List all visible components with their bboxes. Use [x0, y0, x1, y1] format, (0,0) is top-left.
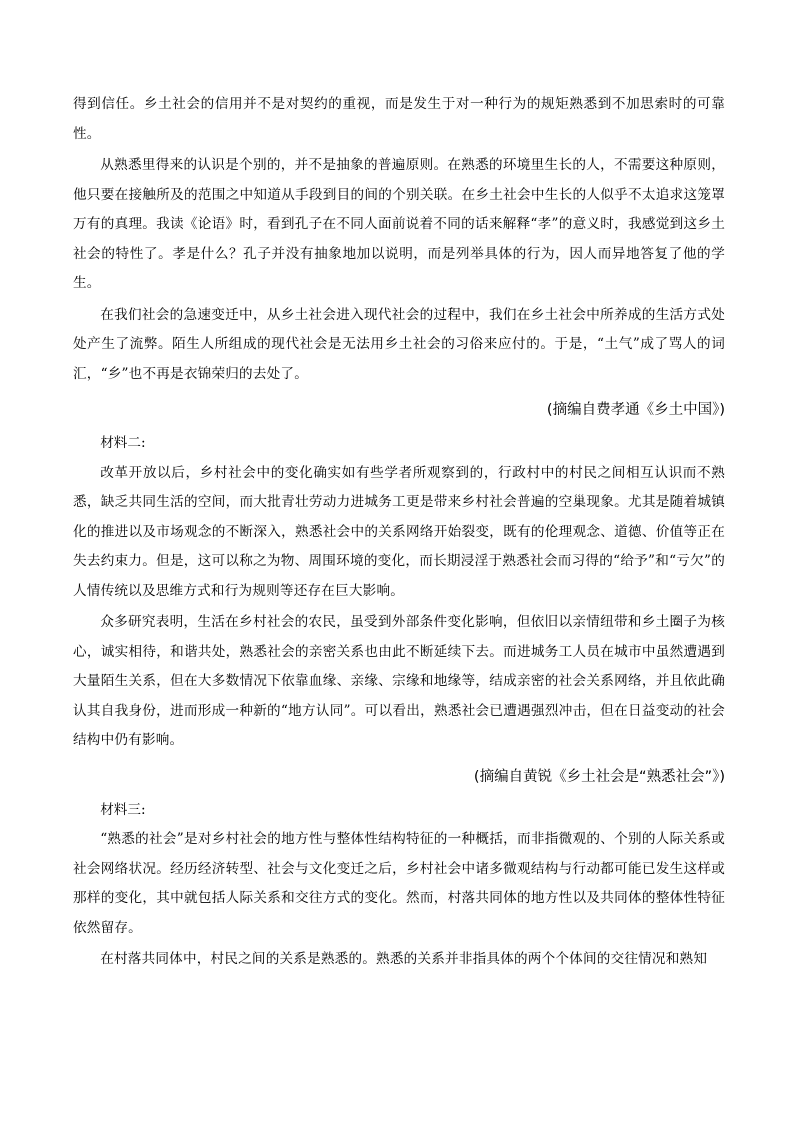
document-page [73, 90, 725, 975]
source-citation-1: (摘编自费孝通《乡土中国》) [546, 402, 725, 418]
material-three-heading: 材料三: [100, 801, 146, 818]
paragraph-4: 改革开放以后，乡村社会中的变化确实如有些学者所观察到的，行政村中的村民之间相互认识而不熟悉，缺乏共同生活的空间，而大批青壮劳动力进城务工更是带来乡村社会普遍的空巢现象。尤其是随着城镇化的推进以及市场观念的不断深入，熟悉社会中的关系网络开始裂变，既有的伦理观念、道德、价值等正在失去约束力。但是，这可以称之为物、周围环境的变化，而长期浸淫于熟悉社会而习得的“给予”和“亏欠”的人情传统以及思维方式和行为规则等还存在巨大影响。 [73, 464, 725, 599]
material-two-heading: 材料二: [100, 435, 146, 451]
paragraph-5: 众多研究表明，生活在乡村社会的农民，虽受到外部条件变化影响，但依旧以亲情纽带和乡土圈子为核心，诚实相待，和谐共处，熟悉社会的亲密关系也由此不断延续下去。而进城务工人员在城市中虽然遭遇到大量陌生关系，但在大多数情况下依靠血缘、亲缘、宗缘和地缘等，结成亲密的社会关系网络，并且依此确认其自我身份，进而形成一种新的“地方认同”。可以看出，熟悉社会已遭遇强烈冲击，但在日益变动的社会结构中仍有影响。 [73, 614, 725, 748]
paragraph-6: “熟悉的社会”是对乡村社会的地方性与整体性结构特征的一种概括，而非指微观的、个别的人际关系或社会网络状况。经历经济转型、社会与文化变迁之后，乡村社会中诸多微观结构与行动都可能已发生这样或那样的变化，其中就包括人际关系和交往方式的变化。然而，村落共同体的地方性以及共同体的整体性特征依然留存。 [73, 831, 725, 936]
paragraph-2: 从熟悉里得来的认识是个别的，并不是抽象的普遍原则。在熟悉的环境里生长的人，不需要这种原则，他只要在接触所及的范围之中知道从手段到目的间的个别关联。在乡土社会中生长的人似乎不太追求这笼罩万有的真理。我读《论语》时，看到孔子在不同人面前说着不同的话来解释“孝”的意义时，我感觉到这乡土社会的特性了。孝是什么？孔子并没有抽象地加以说明，而是列举具体的行为，因人而异地答复了他的学生。 [73, 157, 725, 291]
paragraph-1: 得到信任。乡土社会的信用并不是对契约的重视，而是发生于对一种行为的规矩熟悉到不加思索时的可靠性。 [73, 96, 725, 142]
source-citation-2: (摘编自黄锐《乡土社会是“熟悉社会”》) [473, 768, 725, 785]
paragraph-3: 在我们社会的急速变迁中，从乡土社会进入现代社会的过程中，我们在乡土社会中所养成的生活方式处处产生了流弊。陌生人所组成的现代社会是无法用乡土社会的习俗来应付的。于是，“土气”成了骂人的词汇，“乡”也不再是衣锦荣归的去处了。 [73, 306, 725, 382]
paragraph-7: 在村落共同体中，村民之间的关系是熟悉的。熟悉的关系并非指具体的两个个体间的交往情况和熟知 [100, 951, 708, 967]
